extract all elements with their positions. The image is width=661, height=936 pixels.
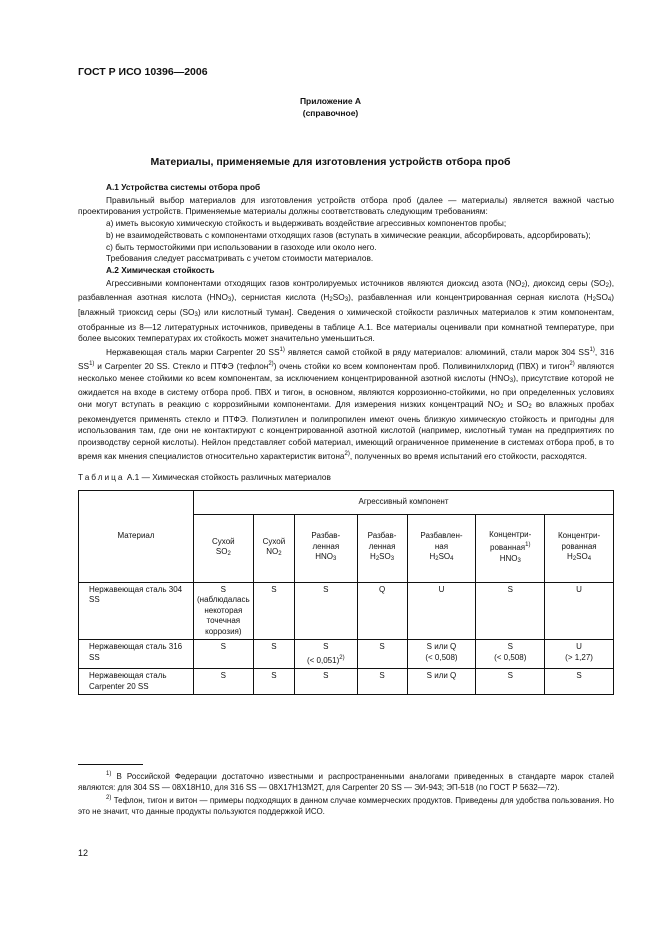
table-cell: S (< 0,508) <box>476 640 545 669</box>
section-a1-heading: А.1 Устройства системы отбора проб <box>106 182 261 192</box>
table-row <box>79 669 614 695</box>
page-number: 12 <box>78 848 89 858</box>
table-cell: S <box>357 640 407 669</box>
table-cell: S <box>253 669 294 695</box>
material-cell: Нержавеющая сталь 304 SS <box>79 582 194 640</box>
table-cell: S <box>476 582 545 640</box>
column-group-header: Агрессивный компонент <box>194 491 614 515</box>
table-cell: S <box>295 582 357 640</box>
column-header: Сухой $SO_2$ <box>194 514 254 582</box>
table-row <box>79 582 614 640</box>
table-caption: Таблица А.1 — Химическая стойкость различных материалов <box>78 472 331 483</box>
material-cell: Нержавеющая сталь Carpenter 20 SS <box>79 669 194 695</box>
table-cell: S <box>194 669 254 695</box>
table-cell: S <box>476 669 545 695</box>
list-item: c) быть термостойкими при использовании в газоходе или около него. <box>106 241 377 252</box>
table-cell: S (< 0,051)$^{2)}$ <box>295 640 357 669</box>
table-cell: S или Q (< 0,508) <box>407 640 476 669</box>
table-cell: S <box>295 669 357 695</box>
table-cell: S <box>545 669 614 695</box>
table-cell: U (> 1,27) <box>545 640 614 669</box>
section-a2-heading: А.2 Химическая стойкость <box>106 264 215 275</box>
appendix-label: Приложение А <box>299 96 362 106</box>
footnotes <box>78 764 614 817</box>
document-header: ГОСТ Р ИСО 10396—2006 <box>78 66 208 78</box>
column-header: Разбав- ленная $H_2SO_3$ <box>357 514 407 582</box>
table-cell: Q <box>357 582 407 640</box>
table-cell: S <box>253 582 294 640</box>
table-cell: S <box>194 640 254 669</box>
paragraph-aggressive-components: Агрессивными компонентами отходящих газов контролируемых источников являются диоксид азота $(NO_2)$, диоксид серы $(SO_2)$, разбавленная азотная кислота $(HNO_3)$, сернистая кислота $(H_2SO_3)$, разбавленная или концентрированная серная кислота $(H_2SO_4)$ [влажный триоксид серы $(SO_3)$ или кислотный туман]. Сведения о химической стойкости различных материалов к этим компонентам, отобранные из 8—12 литературных источников, приведены в таблице А.1. Все материалы оценивали при комнатной температуре, при более высоких температурах их стойкость может значительно уменьшиться. <box>78 277 615 344</box>
paragraph: Требования следует рассматривать с учетом стоимости материалов. <box>106 253 374 264</box>
column-header-material: Материал <box>79 491 194 583</box>
footnote-2: $^{2)}$ Тефлон, тигон и витон — примеры подходящих в данном случае коммерческих продуктов. Приведены для удобства пользования. Но это не значит, что данные продукты пользуются поддержкой ИСО. <box>78 795 614 816</box>
table-row <box>79 640 614 669</box>
column-header: Сухой $NO_2$ <box>253 514 294 582</box>
body-text <box>78 182 614 695</box>
footnote-divider <box>78 764 143 765</box>
chemical-resistance-table <box>78 490 614 695</box>
table-cell: S <box>357 669 407 695</box>
table-cell: U <box>407 582 476 640</box>
footnote-1: $^{1)}$ В Российской Федерации достаточно известными и распространенными аналогами приведенных в стандарте марок сталей являются: для 304 SS — 08Х18Н10, для 316 SS — 08Х17Н13М2Т, для Carpenter 20 SS — ЭИ-943; ЭП-518 (по ГОСТ Р 5632—72). <box>78 771 614 792</box>
column-header: Разбавлен- ная $H_2SO_4$ <box>407 514 476 582</box>
column-header: Концентри- рованная $H_2SO_4$ <box>545 514 614 582</box>
table-cell: U <box>545 582 614 640</box>
table-cell: S <box>253 640 294 669</box>
list-item: a) иметь высокую химическую стойкость и выдерживать воздействие агрессивных компонентов пробы; <box>106 218 507 229</box>
column-header: Разбав- ленная $HNO_3$ <box>295 514 357 582</box>
paragraph-stainless-steel: Нержавеющая сталь марки Carpenter 20 SS$^{1)}$ является самой стойкой в ряду материалов: алюминий, стали марок 304 SS$^{1)}$, 316 SS$^{1)}$ и Carpenter 20 SS. Стекло и ПТФЭ (тефлон$^{2)}$) очень стойки ко всем компонентам проб. Поливинилхлорид (ПВХ) и тигон$^{2)}$ являются несколько менее стойкими ко всем компонентам, за исключением концентрированной азотной кислоты $(HNO_3)$, присутствие которой не ожидается на входе в систему отбора проб. ПВХ и тигон, в основном, являются коррозионно-стойкими, но при определенных условиях они могут вступать в реакцию с коррозийными компонентами. Для измерения низких концентраций $NO_2$ и $SO_2$ во влажных пробах рекомендуется применять стекло и ПТФЭ. Полиэтилен и полипропилен имеют очень близкую химическую стойкость и пригодны для использования там, где они не контактируют с концентрированной азотной кислотой (например, кислотный туман на предприятиях по производству серной кислоты). Нейлон представляет собой материал, имеющий ограниченное применение в системах отбора проб, в то время как мнения специалистов относительно характеристик витона$^{2)}$, полученных во время испытаний его стойкости, расходятся. <box>78 347 615 461</box>
table-cell: S или Q <box>407 669 476 695</box>
table-cell: S (наблюдалась некоторая точечная коррозия) <box>194 582 254 640</box>
appendix-type: (справочное) <box>302 108 359 118</box>
material-cell: Нержавеющая сталь 316 SS <box>79 640 194 669</box>
appendix-title: Материалы, применяемые для изготовления устройств отбора проб <box>150 156 511 168</box>
list-item: b) не взаимодействовать с компонентами отходящих газов (вступать в химические реакции, абсорбировать, адсорбировать); <box>106 229 591 240</box>
column-header: Концентри- рованная$^{1)}$ $HNO_3$ <box>476 514 545 582</box>
paragraph: Правильный выбор материалов для изготовления устройств отбора проб (далее — материалы) является важной частью проектирования устройств. Применяемые материалы должны соответствовать следующим требованиям: <box>78 194 614 217</box>
